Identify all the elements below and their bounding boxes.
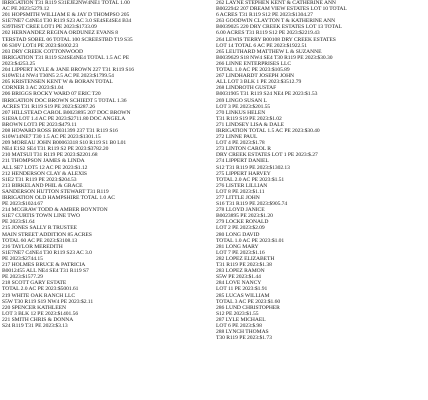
text-line: IRRIGATION T31 R119 S24SE4NE4 TOTAL 1.5 AC PE [2, 54, 130, 61]
text-line: PE 2023:$1024.67 [2, 201, 43, 208]
text-line: 215 JONES SALLY R TRUSTEE [2, 225, 77, 232]
text-line: BROWN LOT3 PE 2023:$479.11 [2, 121, 77, 128]
text-line: S12 T31 R119 PE 2023:$1302.13 [216, 164, 290, 171]
text-line: 205 KRISTENSEN KENT W & BORAN TOTAL [2, 79, 113, 86]
text-line: ALL SE7 LOT5 12 AC PE 2023:$1.12 [2, 164, 88, 171]
text-line: LOT 3 PE 2023:$201.55 [216, 103, 271, 110]
text-line: MAIN STREET ADDITION 85 ACRES [2, 231, 92, 238]
text-line: LOT 8 PE 2023:$1.11 [216, 188, 265, 195]
text-line: 270 LINKUS HELEN [216, 109, 266, 116]
text-line: TOTAL 1.0 AC PE 2023:$105.89 [216, 67, 290, 74]
text-line: IRRIGATION TOTAL 1.5 AC PE 2023:$30.40 [216, 127, 320, 134]
text-line: 268 LINDROTH GUSTAF [216, 85, 277, 92]
text-line: 271 LINDSEY LISA & DALE [216, 121, 284, 128]
text-line: B0031905 T31 R119 S24 NE4 PE 2023:$1.53 [216, 91, 318, 98]
text-line: TOTAL 3 AC PE 2023:$1.60 [216, 298, 281, 305]
text-line: IRRIGATION OLD HAMPSHIRE TOTAL 1.0 AC [2, 195, 115, 201]
text-line: 2023:$4253.25 [2, 60, 36, 67]
text-line: TOTAL 2.0 AC PE 2023:$1.51 [216, 176, 285, 183]
text-line: 284 LOVE NANCY [216, 280, 262, 287]
text-line: ACRES T31 R119 S19 PE 2023:$3287.26 [2, 103, 96, 110]
text-line: S12 PE 2023:$1.55 [216, 310, 259, 317]
text-line: S10W14NE7 T30 1.5 AC PE 2023:$1301.15 [2, 134, 101, 141]
text-line: 218 SCOTT GARY ESTATE [2, 280, 67, 287]
text-line: 203 DRY CREEK COTTONWOOD [2, 48, 83, 55]
text-line: B0023895 PE 2023:$1.20 [216, 213, 273, 220]
text-line: S1E7NE7 C4NE4 T30 R119 S23 AC 3.0 [2, 249, 92, 256]
text-line: 263 GOODWIN CLAYTON T & KATHERINE ANN [216, 18, 336, 25]
text-line: 275 LIPPERT HARVEY [216, 170, 271, 177]
text-line: 219 WHITE OAK RANCH LLC [2, 292, 76, 299]
text-line: 269 LINGO SUSAN L [216, 97, 267, 104]
text-line: 262 LAYNE STEPHEN KENT & CATHERINE ANN [216, 0, 336, 6]
text-line: 217 HOLMES BRUCE & PATRICIA [2, 262, 86, 269]
text-line: S16 T31 R119 PE 2023:$905.74 [216, 201, 288, 208]
text-line: 272 LINNE PAUL [216, 134, 258, 141]
left-column [2, 0, 208, 400]
text-line: 6.00 ACRES T31 R119 S12 PE 2023:$2219.43 [216, 30, 320, 37]
text-line: TOTAL 1.0 AC PE 2023:$1.01 [216, 237, 285, 244]
text-line: NE4 E1S2 SE4 T31 R119 S2 PE 2023:$3782.20 [2, 146, 109, 153]
text-line: S1E7 CURTIS TOWN LINE TWO [2, 213, 80, 220]
text-line: 220 SPENCER KATHLEEN [2, 304, 66, 311]
text-line: LOT 3 BLK 12 PE 2023:$1401.56 [2, 310, 79, 317]
text-line: DRY CREEK ESTATES LOT 1 PE 2023:$.27 [216, 152, 318, 159]
text-line: LOT 2 PE 2023:$2.09 [216, 225, 265, 232]
text-line: ALL LOT 3 BLK 1 PE 2023:$3512.79 [216, 79, 302, 86]
text-line: SANDERSON HUTTON STEWART T31 R119 [2, 188, 109, 195]
text-line: T31 R119 S19 PE 2023:$1.02 [216, 115, 282, 122]
text-line: 214 MCGRAW TODD & AMBER BOYNTON [2, 207, 108, 214]
text-line: LOT 14 TOTAL 6 AC PE 2023:$1922.51 [216, 42, 308, 49]
text-line: B0022942 207 DREAM VIEW ESTATES LOT 10 TOTAL [216, 6, 347, 13]
text-line: B0012455 ALL NE4 SE4 T31 R119 S7 [2, 268, 89, 275]
text-line: 210 MATSUI T31 R119 PE 2023:$2201.68 [2, 152, 98, 159]
text-line: 273 LINTON CAROL R [216, 146, 271, 153]
text-line: 204 LIPPERT KYLE & JANE BROWN 227 T31 R119 S16 [2, 67, 134, 74]
text-line: S5W T30 R119 S19 NW4 PE 2023:$2.11 [2, 298, 94, 305]
text-line: 266 LINNE ENTERPRISES LLC [216, 60, 292, 67]
text-line: 207 HILLSTEAD CAROL B0023895 207 DOC BROWN [2, 109, 131, 116]
text-line: 277 LITTLE JOHN [216, 195, 260, 201]
text-line: S1E2 T31 R119 PE 2023:$204.53 [2, 176, 77, 183]
text-line: S1E7NE7 C4NE4 T30 R119 S23 AC 3.0 SE4SE4SE4 B34 [2, 18, 132, 25]
text-line: LOT 6 PE 2023:$.98 [216, 322, 262, 329]
text-line: 285 LUCAS WILLIAM [216, 292, 270, 299]
text-line: S39THST CREE LOT1 PE 2023:$1733.09 [2, 24, 97, 31]
text-line: LOT 4 PE 2023:$1.78 [216, 140, 265, 147]
text-line: 280 LONG DAVID [216, 231, 260, 238]
text-line: 208 HOWARD ROSS B0031399 237 T31 R119 S16 [2, 127, 118, 134]
text-line: T31 R119 PE 2023:$1.38 [216, 262, 272, 269]
text-line: 206 BRIGGS ROCKY WARD 07 ERIC T20 [2, 91, 101, 98]
text-line: 211 THOMPSON JAMES & LINDA [2, 158, 85, 165]
text-line: S10WE14 NW4 T30N5 2.5 AC PE 2023:$1799.54 [2, 73, 114, 80]
text-line: 281 LONG MARY [216, 243, 259, 250]
text-line: 282 LOPEZ ELIZABETH [216, 255, 275, 262]
text-line: 287 LYLE MICHAEL [216, 316, 266, 323]
text-line: 212 HENDERSON CLAY & ALEXIS [2, 170, 87, 177]
text-line: 279 LOCKE RONALD [216, 219, 269, 226]
text-line: IRRIGATION T31 R119 S31EJE2NW4NE1 TOTAL 1.00 [2, 0, 130, 6]
text-line: 216 TAYLOR MEREDITH [2, 243, 63, 250]
text-line: 202 HERNANDEZ REGINA ORDUNEZ EVANS 8 [2, 30, 119, 37]
text-line: S1E8A LOT 1.4 AC PE 2023:$2711.80 DOC ANGELA [2, 115, 126, 122]
text-line: 283 LOPEZ RAMON [216, 268, 265, 275]
text-line: T30 R119 PE 2023:$1.73 [216, 335, 272, 342]
text-line: PE 2023:$1.64 [2, 219, 35, 226]
text-line: TERSTAD SOBEL 06 TOTAL 100 SCREESTBD T19 S35 [2, 36, 133, 43]
text-line: 286 LUND CHRISTOPHER [216, 304, 280, 311]
text-line: S24 R119 T31 PE 2023:$3.13 [2, 322, 68, 329]
text-line: 276 LISTER LILLIAN [216, 182, 268, 189]
text-line: 264 LEWIS TERRY B00108 DRY CREEK ESTATES [216, 36, 336, 43]
text-line: 278 LLOYD JANICE [216, 207, 265, 214]
text-line: PE 2023:$2744.15 [2, 255, 43, 262]
text-line: S5W PE 2023:$1.44 [216, 274, 261, 281]
text-line: PE 2023:$1577.29 [2, 274, 43, 281]
text-line: 201 HOPSMITH WILLIAM E & JAY D THOMPSO 205 [2, 12, 130, 19]
text-line: 265 LEUTHARD MATTHEW L & SUZANNE [216, 48, 322, 55]
text-line: IRRIGATION DOC BROWN SCHIEDT 5 TOTAL 1.36 [2, 97, 127, 104]
text-line: 209 MOREAU JOHN B00063318 S10 R119 S1 B0 L01 [2, 140, 127, 147]
text-line: B0039629 S18 NW4 SE4 T30 R119 PE 2023:$30.30 [216, 54, 333, 61]
text-line: LOT 7 PE 2023:$1.16 [216, 249, 265, 256]
text-line: 6 ACRES T31 R119 S12 PE 2023:$1304.27 [216, 12, 313, 19]
text-line: 288 LYNCH THOMAS [216, 329, 269, 336]
text-line: CORNER 3 AC 2023:$1.04 [2, 85, 64, 92]
text-line: TOTAL 60 AC PE 2023:$3108.13 [2, 237, 78, 244]
text-line: AC PE 2023:5279.12 [2, 6, 50, 13]
text-line: 274 LIPPERT DANIEL [216, 158, 269, 165]
text-line: 221 SMITH CHRIS & DONNA [2, 316, 74, 323]
text-line: LOT 11 PE 2023:$1.91 [216, 286, 268, 293]
right-column [216, 0, 426, 400]
text-line: 267 LINDHARDT JOSEPH JOHN [216, 73, 295, 80]
text-line: 213 BIRKELAND PHIL & GRACE [2, 182, 83, 189]
text-line: B0039025 220 DRY CREEK ESTATES LOT 13 TOTAL [216, 24, 342, 31]
text-line: TOTAL 2.0 AC PE 2023:$5001.61 [2, 286, 79, 293]
text-line: 06 S30V LOT4 PE 2023:$1002.23 [2, 42, 79, 49]
